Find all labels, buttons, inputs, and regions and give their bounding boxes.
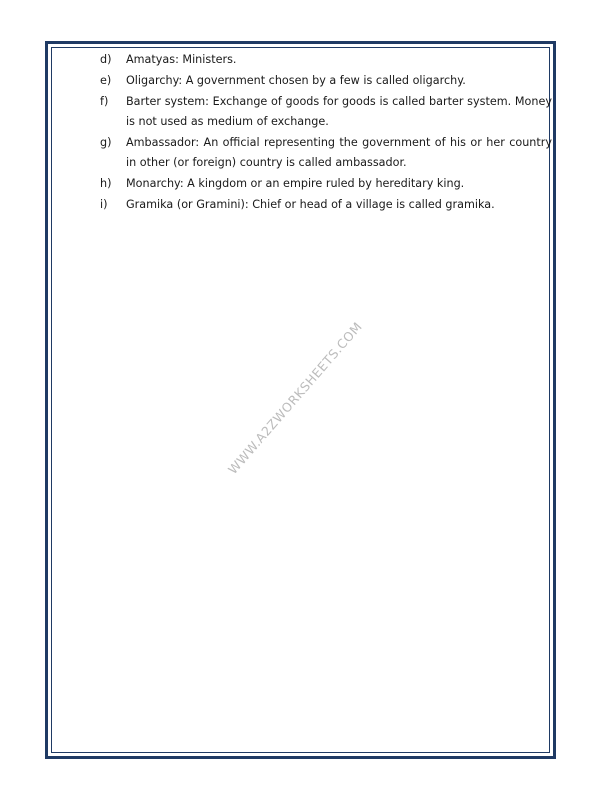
definition-text: Ambassador: An official representing the government of his or her country in other (or foreign) country is called ambassador. bbox=[126, 136, 552, 169]
watermark: WWW.A2ZWORKSHEETS.COM bbox=[224, 319, 366, 477]
item-marker: h) bbox=[100, 177, 112, 190]
definition-item bbox=[100, 195, 552, 215]
definition-list bbox=[100, 50, 552, 216]
definition-text: Amatyas: Ministers. bbox=[126, 53, 237, 66]
item-marker: e) bbox=[100, 74, 112, 87]
definition-item bbox=[100, 71, 552, 91]
definition-item bbox=[100, 92, 552, 132]
definition-text: Oligarchy: A government chosen by a few is called oligarchy. bbox=[126, 74, 466, 87]
item-marker: d) bbox=[100, 53, 112, 66]
item-marker: f) bbox=[100, 95, 109, 108]
definition-item bbox=[100, 133, 552, 173]
item-marker: i) bbox=[100, 198, 108, 211]
definition-item bbox=[100, 174, 552, 194]
definition-text: Gramika (or Gramini): Chief or head of a village is called gramika. bbox=[126, 198, 495, 211]
definition-text: Barter system: Exchange of goods for goods is called barter system. Money is not used as medium of exchange. bbox=[126, 95, 552, 128]
item-marker: g) bbox=[100, 136, 112, 149]
definition-text: Monarchy: A kingdom or an empire ruled by hereditary king. bbox=[126, 177, 465, 190]
definition-item bbox=[100, 50, 552, 70]
